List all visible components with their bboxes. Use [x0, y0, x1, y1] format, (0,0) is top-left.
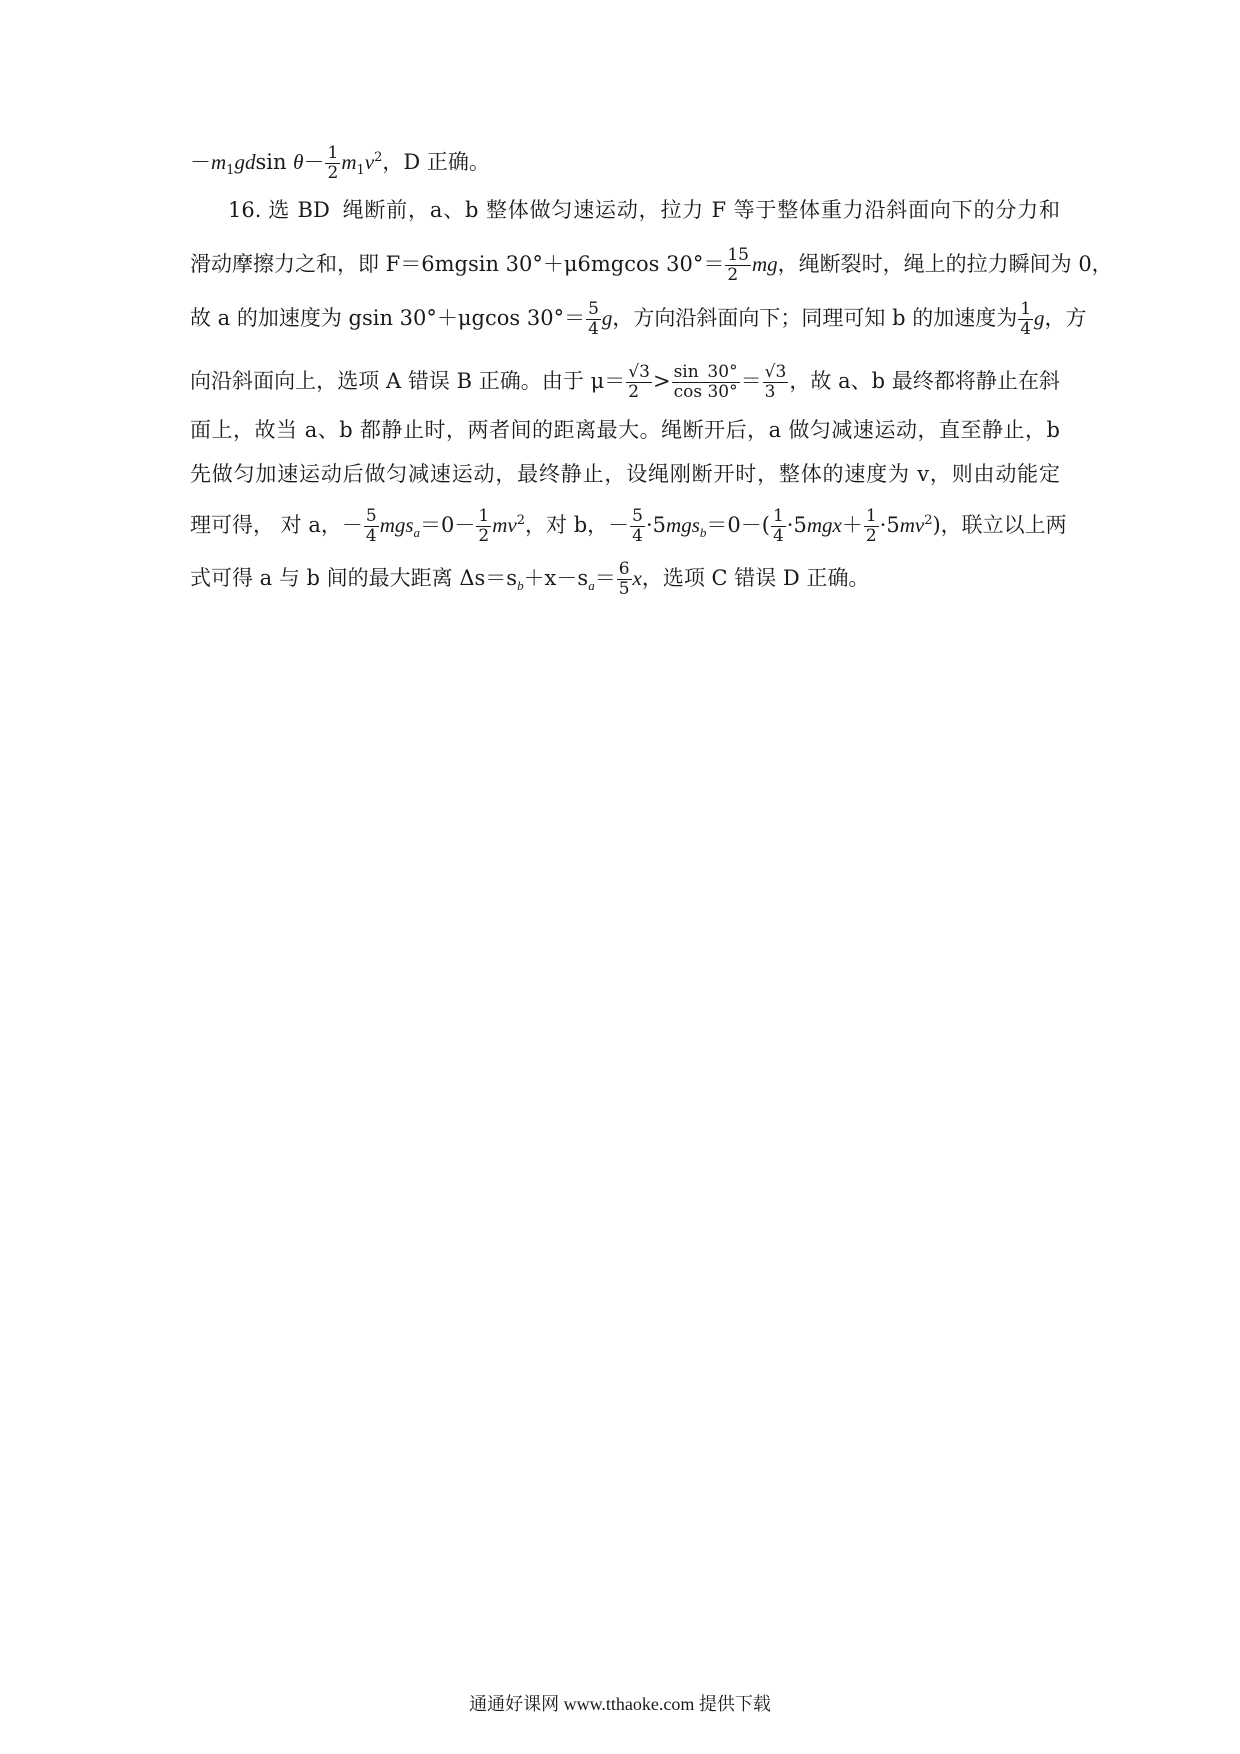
fraction-6-5: $\frac{6}{5}$ [618, 559, 630, 599]
line-3: 故 a 的加速度为 gsin 30°＋μgcos 30°＝ $\frac{5}{4}$ g，方向沿斜面向下；同理可知 b 的加速度为 $\frac{1}{4}$ g，方 [190, 299, 1087, 339]
line-4: 向沿斜面向上，选项 A 错误 B 正确。由于 μ＝ $\frac{√3}{2}$ > $\frac{\sin 30^\circ}{\cos 30^\circ}$ ＝ $\frac{√3}{3}$ ，故 a、b 最终都将静止在斜 [190, 362, 1061, 402]
line-1: 16. 选 BD 绳断前，a、b 整体做匀速运动，拉力 F 等于整体重力沿斜面向下的分力和 [228, 198, 1060, 222]
line-0: $-m_1gdsin$ θ－ $\frac{1}{2}$ $m_1v^2$，D 正确。 [190, 143, 490, 183]
fraction-5-4: $\frac{5}{4}$ [588, 299, 599, 339]
fraction-half-b: $\frac{1}{2}$ [865, 506, 877, 546]
fraction-half-a: $\frac{1}{2}$ [478, 506, 490, 546]
line-6: 先做匀加速运动后做匀减速运动，最终静止，设绳刚断开时，整体的速度为 v，则由动能定 [190, 462, 1060, 486]
problem-number: 16. [228, 198, 262, 222]
fraction-1-4: $\frac{1}{4}$ [1020, 299, 1032, 339]
fraction-5-4-a: $\frac{5}{4}$ [365, 506, 377, 546]
fraction-half: $\frac{1}{2}$ [327, 143, 339, 183]
fraction-15-2: $\frac{15}{2}$ [727, 245, 749, 285]
fraction-sqrt3-2: $\frac{√3}{2}$ [628, 362, 650, 402]
line-7: 理可得， 对 a，－ $\frac{5}{4}$ mgs$_a$＝0－ $\frac{1}{2}$ $mv^2$，对 b，－ $\frac{5}{4}$ ·5mgs$_b$＝0－( $\frac{1}{4}$ ·5mgx＋ $\frac{1}{2}$ $\cdot 5mv^2$)，联立以上两 [190, 506, 1067, 546]
line-2: 滑动摩擦力之和，即 F＝6mgsin 30°＋μ6mgcos 30°＝ $\frac{15}{2}$ mg，绳断裂时，绳上的拉力瞬间为 0， [190, 245, 1113, 285]
line-5: 面上，故当 a、b 都静止时，两者间的距离最大。绳断开后，a 做匀减速运动，直至静止，b [190, 418, 1060, 442]
fraction-sin-cos: $\frac{\sin 30^\circ}{\cos 30^\circ}$ [673, 362, 738, 402]
answer-choice: 选 BD [267, 198, 330, 222]
line-8: 式可得 a 与 b 间的最大距离 $\Delta s=s_b+x-s_a=$ $\frac{6}{5}$ x，选项 C 错误 D 正确。 [190, 559, 870, 599]
fraction-1-4-b: $\frac{1}{4}$ [772, 506, 784, 546]
fraction-5-4-b: $\frac{5}{4}$ [632, 506, 643, 546]
footer-credit: 通通好课网 www.tthaoke.com 提供下载 [469, 1694, 771, 1714]
fraction-sqrt3-3: $\frac{√3}{3}$ [764, 362, 787, 402]
